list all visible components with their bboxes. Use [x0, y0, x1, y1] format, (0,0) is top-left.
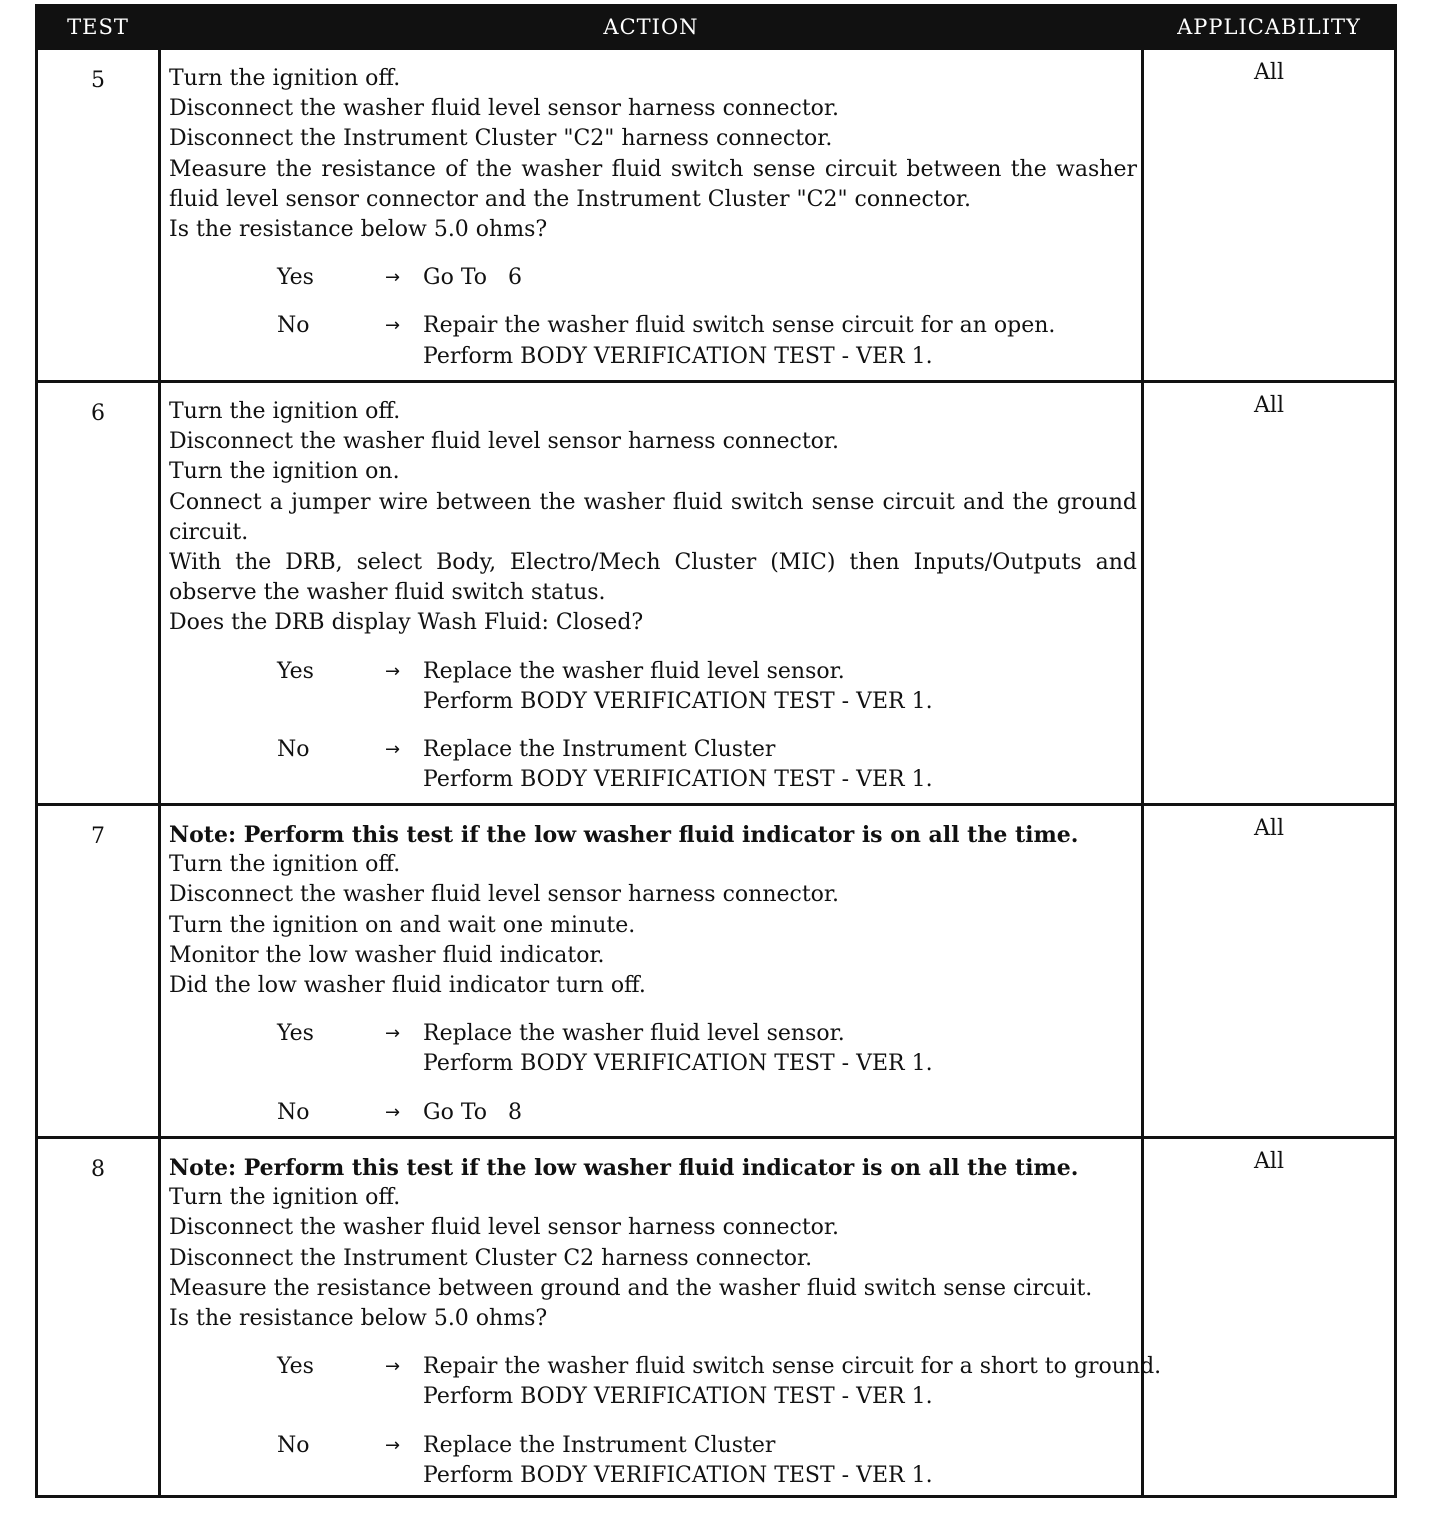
step-text: Connect a jumper wire between the washer fluid switch sense circuit and the ground circuit.: [169, 489, 1137, 545]
result-line: Go To 6: [423, 265, 522, 291]
no-result: [423, 1098, 1137, 1128]
yes-outcome: [169, 1019, 1137, 1079]
step-text: Monitor the low washer fluid indicator.: [169, 942, 605, 968]
step-text: Disconnect the washer fluid level sensor harness connector.: [169, 96, 840, 122]
applicability-value: All: [1254, 393, 1284, 418]
no-result: [423, 311, 1137, 371]
step-text: Measure the resistance of the washer fluid switch sense circuit between the washer fluid level sensor connector and the Instrument Cluster "C2" connector.: [169, 156, 1137, 212]
yes-label: Yes: [277, 658, 314, 684]
result-line: Perform BODY VERIFICATION TEST - VER 1.: [423, 1462, 933, 1488]
yes-outcome: [169, 263, 1137, 293]
step-text: With the DRB, select Body, Electro/Mech Cluster (MIC) then Inputs/Outputs and observe the washer fluid switch status.: [169, 550, 1137, 606]
no-label: No: [277, 313, 310, 339]
arrow-right-icon: →: [385, 267, 401, 289]
arrow-right-icon: →: [385, 660, 401, 682]
test-row-7: [38, 803, 1394, 1136]
test-row-5: [38, 47, 1394, 380]
no-outcome: [169, 1431, 1137, 1491]
result-line: Repair the washer fluid switch sense circuit for an open.: [423, 313, 1056, 339]
no-outcome: [169, 735, 1137, 795]
applicability-value: All: [1254, 1149, 1284, 1174]
result-line: Replace the washer fluid level sensor.: [423, 1021, 845, 1047]
action-cell: [158, 383, 1144, 803]
arrow-right-icon: →: [385, 1356, 401, 1378]
test-row-6: [38, 380, 1394, 803]
action-cell: [158, 1139, 1162, 1495]
step-text: Disconnect the Instrument Cluster "C2" harness connector.: [169, 126, 833, 152]
no-outcome: [169, 311, 1137, 371]
yes-outcome: [169, 1352, 1162, 1412]
result-line: Replace the Instrument Cluster: [423, 737, 776, 763]
no-outcome: [169, 1098, 1137, 1128]
yes-label: Yes: [277, 265, 314, 291]
yes-result: [423, 263, 1137, 293]
test-number: 5: [91, 68, 105, 93]
test-number: 6: [91, 401, 105, 426]
yes-label: Yes: [277, 1354, 314, 1380]
step-text: Did the low washer fluid indicator turn off.: [169, 973, 646, 999]
step-text: Does the DRB display Wash Fluid: Closed?: [169, 610, 644, 636]
result-line: Perform BODY VERIFICATION TEST - VER 1.: [423, 767, 933, 793]
step-text: Is the resistance below 5.0 ohms?: [169, 217, 548, 243]
applicability-value: All: [1254, 816, 1284, 841]
step-text: Turn the ignition off.: [169, 852, 401, 878]
step-text: Turn the ignition on and wait one minute.: [169, 912, 636, 938]
arrow-right-icon: →: [385, 1434, 401, 1456]
step-text: Disconnect the Instrument Cluster C2 harness connector.: [169, 1245, 813, 1271]
step-text: Turn the ignition off.: [169, 66, 401, 91]
action-cell: [158, 50, 1144, 380]
arrow-right-icon: →: [385, 739, 401, 761]
yes-label: Yes: [277, 1021, 314, 1047]
arrow-right-icon: →: [385, 1101, 401, 1123]
action-cell: [158, 806, 1144, 1136]
no-label: No: [277, 1099, 310, 1125]
no-label: No: [277, 1432, 310, 1458]
yes-result: [423, 657, 1137, 717]
step-text: Disconnect the washer fluid level sensor harness connector.: [169, 882, 840, 908]
step-text: Turn the ignition on.: [169, 459, 400, 485]
arrow-right-icon: →: [385, 315, 401, 337]
result-line: Perform BODY VERIFICATION TEST - VER 1.: [423, 688, 933, 714]
no-result: [423, 1431, 1137, 1491]
table-header: [38, 7, 1394, 47]
step-text: Measure the resistance between ground and the washer fluid switch sense circuit.: [169, 1275, 1093, 1301]
diagnostic-test-table: [35, 4, 1397, 1498]
test-number: 8: [91, 1157, 105, 1182]
step-text: Is the resistance below 5.0 ohms?: [169, 1306, 548, 1332]
result-line: Replace the Instrument Cluster: [423, 1432, 776, 1458]
header-applicability: APPLICABILITY: [1177, 15, 1361, 39]
note-text: Note: Perform this test if the low washer fluid indicator is on all the time.: [169, 1155, 1079, 1181]
step-text: Disconnect the washer fluid level sensor harness connector.: [169, 429, 840, 455]
yes-result: [423, 1019, 1137, 1079]
yes-result: [423, 1352, 1161, 1412]
result-line: Replace the washer fluid level sensor.: [423, 658, 845, 684]
result-line: Perform BODY VERIFICATION TEST - VER 1.: [423, 343, 933, 369]
step-text: Disconnect the washer fluid level sensor harness connector.: [169, 1215, 840, 1241]
applicability-value: All: [1254, 60, 1284, 85]
result-line: Perform BODY VERIFICATION TEST - VER 1.: [423, 1384, 933, 1410]
note-text: Note: Perform this test if the low washer fluid indicator is on all the time.: [169, 822, 1079, 848]
yes-outcome: [169, 657, 1137, 717]
test-number: 7: [91, 824, 105, 849]
no-result: [423, 735, 1137, 795]
result-line: Repair the washer fluid switch sense circuit for a short to ground.: [423, 1354, 1162, 1380]
step-text: Turn the ignition off.: [169, 399, 401, 424]
result-line: Perform BODY VERIFICATION TEST - VER 1.: [423, 1051, 933, 1077]
result-line: Go To 8: [423, 1099, 522, 1125]
test-row-8: [38, 1136, 1394, 1495]
step-text: Turn the ignition off.: [169, 1185, 401, 1211]
arrow-right-icon: →: [385, 1023, 401, 1045]
no-label: No: [277, 737, 310, 763]
header-action: ACTION: [603, 15, 699, 39]
header-test: TEST: [67, 15, 129, 39]
